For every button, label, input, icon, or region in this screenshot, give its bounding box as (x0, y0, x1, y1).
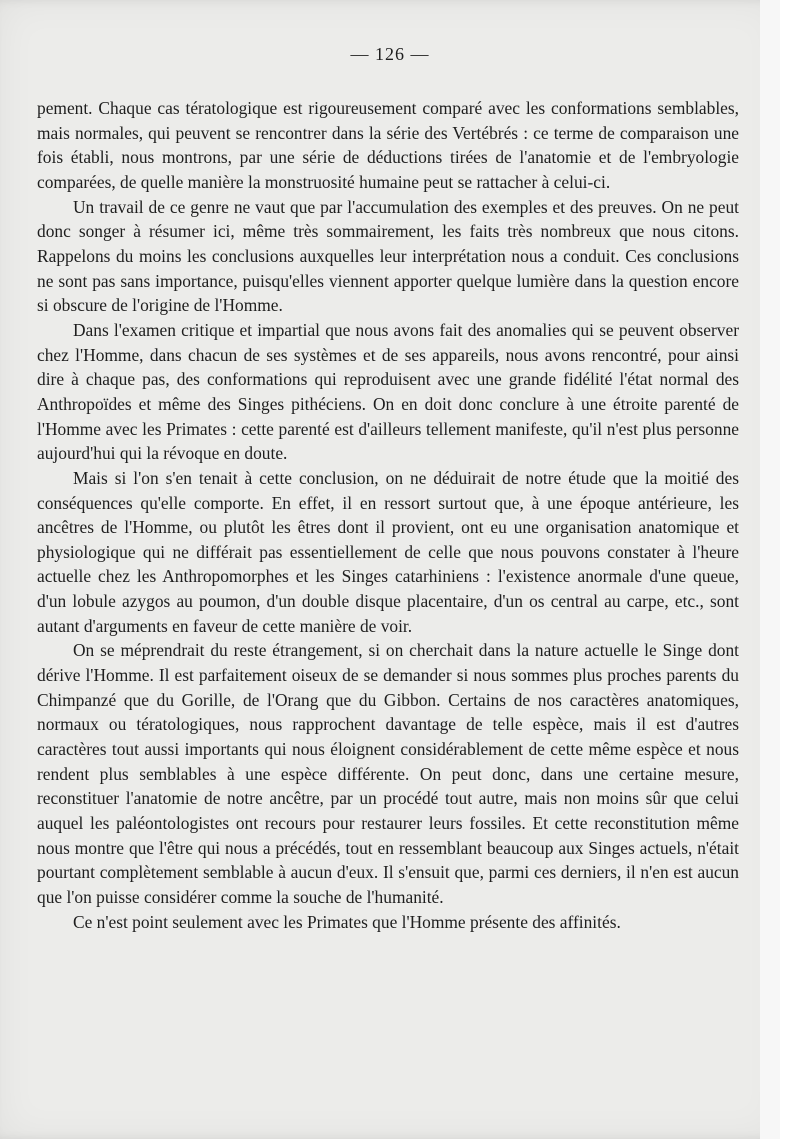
paragraph-1-continued: pement. Chaque cas tératologique est rigoureusement comparé avec les conformations semblables, mais normales, qui peuvent se rencontrer dans la série des Vertébrés : ce terme de comparaison une fois établi, nous montrons, par une série de déductions tirées de l'anatomie et de l'embryologie comparées, de quelle manière la monstruosité humaine peut se rattacher à celui-ci. (37, 98, 739, 192)
page-edge (760, 0, 780, 1139)
paragraph-6: Ce n'est point seulement avec les Primates que l'Homme présente des affinités. (73, 911, 621, 932)
paragraph-4: Mais si l'on s'en tenait à cette conclusion, on ne déduirait de notre étude que la moitié des conséquences qu'elle comporte. En effet, il en ressort surtout que, à une époque antérieure, les ancêtres de l'Homme, ou plutôt les êtres dont il provient, ont eu une organisation anatomique et physiologique qui ne différait pas essentiellement de celle que nous pouvons constater à l'heure actuelle chez les Anthropomorphes et les Singes catarhiniens : l'existence anormale d'une queue, d'un lobule azygos au poumon, d'un double disque placentaire, d'un os central au carpe, etc., sont autant d'arguments en faveur de cette manière de voir. (37, 467, 739, 636)
paragraph-5: On se méprendrait du reste étrangement, si on cherchait dans la nature actuelle le Singe dont dérive l'Homme. Il est parfaitement oiseux de se demander si nous sommes plus proches parents du Chimpanzé que du Gorille, de l'Orang que du Gibbon. Certains de nos caractères anatomiques, normaux ou tératologiques, nous rapprochent davantage de telle espèce, mais il est d'autres caractères tout aussi importants qui nous éloignent considérablement de cette même espèce et nous rendent plus semblables à une espèce différente. On peut donc, dans une certaine mesure, reconstituer l'anatomie de notre ancêtre, par un procédé tout autre, mais non moins sûr que celui auquel les paléontologistes ont recours pour restaurer leurs fossiles. Et cette reconstitution même nous montre que l'être qui nous a précédés, tout en ressemblant beaucoup aux Singes actuels, n'était pourtant complètement semblable à aucun d'eux. Il s'ensuit que, parmi ces derniers, il n'en est aucun que l'on puisse considérer comme la souche de l'humanité. (37, 640, 739, 907)
body-text (37, 96, 739, 934)
page-number: — 126 — (350, 44, 430, 64)
paragraph-3: Dans l'examen critique et impartial que nous avons fait des anomalies qui se peuvent observer chez l'Homme, dans chacun de ses systèmes et de ses appareils, nous avons rencontré, pour ainsi dire à chaque pas, des conformations qui reproduisent avec une grande fidélité l'état normal des Anthropoïdes et même des Singes pithéciens. On en doit donc conclure à une étroite parenté de l'Homme avec les Primates : cette parenté est d'ailleurs tellement manifeste, qu'il n'est plus personne aujourd'hui qui la révoque en doute. (37, 319, 739, 464)
paragraph-2: Un travail de ce genre ne vaut que par l'accumulation des exemples et des preuves. On ne peut donc songer à résumer ici, même très sommairement, les faits très nombreux que nous citons. Rappelons du moins les conclusions auxquelles leur interprétation nous a conduit. Ces conclusions ne sont pas sans importance, puisqu'elles viennent apporter quelque lumière dans la question encore si obscure de l'origine de l'Homme. (37, 196, 739, 316)
